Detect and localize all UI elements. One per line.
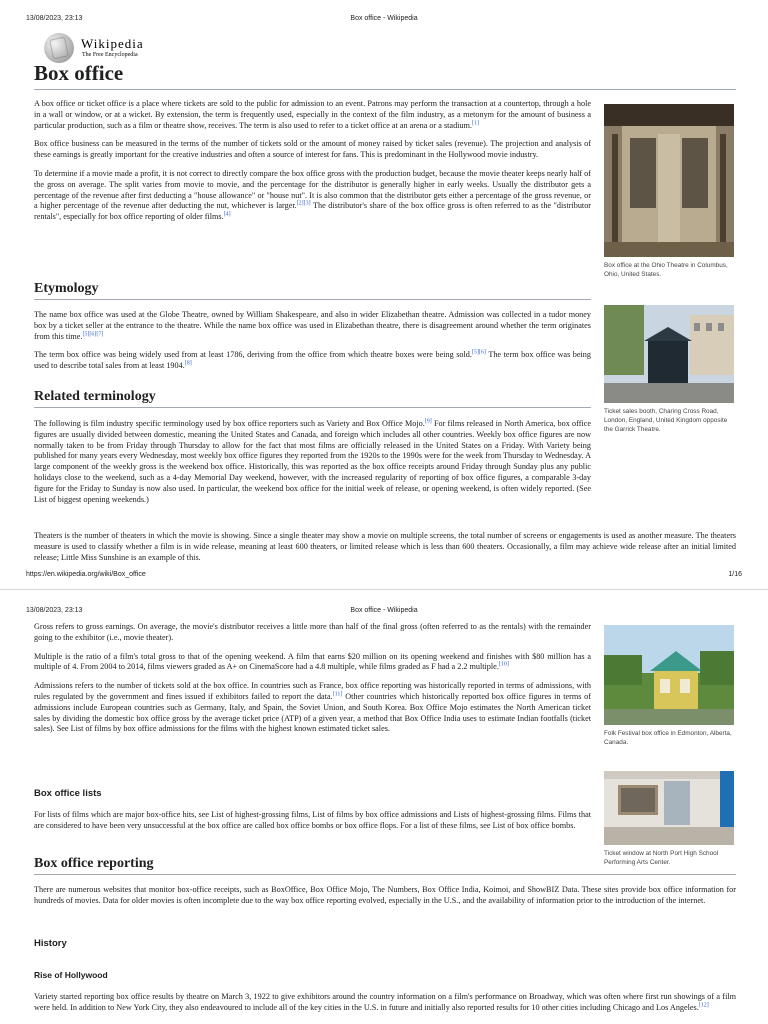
citation-link[interactable]: [1] [471,119,479,126]
edmonton-image [604,625,734,725]
multiple-paragraph: Multiple is the ratio of a film's total gross to that of the opening weekend. A film that earns $20 million on its opening weekend and finishes with $80 million has a multiple of 4. From 2004 to 2014, films viewers graded as A+ on CinemaScore had a 4.8 multiple, while films graded as F had a 2.2 multiple.[10] [34,651,591,672]
figure-caption: Ticket sales booth, Charing Cross Road, London, England, United Kingdom opposite the Garrick Theatre. [604,408,728,433]
section-heading-related-terminology: Related terminology [34,389,156,404]
section-divider [34,299,591,300]
hollywood-paragraph: Variety started reporting box office results by theatre on March 3, 1922 to give exhibitors around the country information on a film's performance on Broadway, which was often where first run showings of a film were held. In addition to New York City, they also endeavoured to include all of the key cities in the U.S. in future and initially also reported results for 10 other cities including Chicago and Los Angeles.[12] [34,992,736,1012]
admissions-paragraph: Admissions refers to the number of tickets sold at the box office. In countries such as France, box office reporting was historically reported in terms of admissions, with rules regulated by the government and fines issued if exhibitors failed to report the data.[11] Other countries which historically reported box office figures in terms of admissions include European countries such as Germany, Italy, and Spain, the Soviet Union, and South Korea. Box Office Mojo estimates the North American ticket sales by dividing the domestic box office gross by the average ticket price (ATP) of a given year, a method that Box Office India uses to estimate Indian footfalls (ticket sales). See List of films by box office admissions for the films with the highest known estimated ticket sales. [34,681,591,734]
print-url: https://en.wikipedia.org/wiki/Box_office [26,571,146,578]
figure-north-port [604,771,734,867]
print-title: Box office - Wikipedia [350,15,418,22]
etymology-paragraph-2: The term box office was being widely used from at least 1786, deriving from the office from which theatre boxes were being sold.[5][6] The term box office was being used to describe total sales from at least 1904.[8] [34,349,591,371]
intro-section [34,99,591,231]
section-heading-etymology: Etymology [34,281,99,296]
wikipedia-globe-icon [44,33,74,63]
title-divider [34,89,736,90]
terminology-continued [34,622,591,743]
print-page-number: 1/16 [728,571,742,578]
print-date: 13/08/2023, 23:13 [26,607,83,614]
section-divider [34,874,736,875]
citation-link[interactable]: [2][3] [296,200,311,207]
gross-paragraph: Gross refers to gross earnings. On average, the movie's distributor receives a little more than half of the final gross (often referred to as the rentals) with the remainder going to the exhibitor (i.e., movie theater). [34,622,591,642]
related-section-bottom [34,531,736,571]
lists-paragraph: For lists of films which are major box-office hits, see List of highest-grossing films, List of films by box office admissions and Lists of highest-grossing films. Films that are considered to have been very unsuccessful at the box office are called box office bombs or box office flops. For a list of these films, see List of box office bombs. [34,810,591,830]
wikipedia-logo[interactable] [44,33,184,63]
logo-wordmark: Wikipedia [81,36,144,51]
print-header [0,607,768,621]
folk-festival-photo[interactable] [604,625,734,725]
citation-link[interactable]: [8] [184,360,192,367]
lists-section [34,810,591,840]
ticket-window-photo[interactable] [604,771,734,845]
subsection-heading-history: History [34,938,67,949]
etymology-section [34,310,591,380]
related-paragraph-1: The following is film industry specific terminology used by box office reporters such as Variety and Box Office Mojo.[9] For films released in North America, box office figures are usually divided between domestic, meaning the United States and Canada, and foreign which includes all other countries. Weekly box office figures are now normally taken to be from Friday through Thursday to allow for the fact that most films are officially released in the United States on a Friday. With Variety being published for many years every Wednesday, most weekly box office figures they reported from the 1920s to the 1990s were for the week from Thursday to Wednesday. A large component of the weekly gross is the weekend box office. Historically, this was reported as the box office receipts around Friday through Sunday plus any public holidays close to the weekend, such as a 4-day Memorial Day weekend, however, with the increased regularity of reporting of box office figures, a comparable 3-day figure for the Friday to Sunday is now also used. In particular, the weekend box office for the initial week of release, or opening weekend, is often widely reported. (See List of biggest opening weekends.) [34,418,591,504]
north-port-image [604,771,734,845]
citation-link[interactable]: [5][6] [471,349,486,356]
figure-caption: Folk Festival box office in Edmonton, Alberta, Canada. [604,730,732,746]
section-heading-box-office-reporting: Box office reporting [34,856,154,871]
page-title: Box office [34,61,124,85]
citation-link[interactable]: [11] [332,691,343,698]
section-divider [34,407,591,408]
ticket-booth-photo[interactable] [604,305,734,403]
intro-paragraph-1: A box office or ticket office is a place where tickets are sold to the public for admission to an event. Patrons may perform the transaction at a countertop, through a hole in a wall or window, or at a wicket. By extension, the term is frequently used, especially in the context of the film industry, as a metonym for the amount of business a particular production, such as a film or theatre show, receives. The term is also used to refer to a ticket office at an arena or a stadium.[1] [34,99,591,130]
figure-charing-cross [604,305,734,434]
citation-link[interactable]: [12] [698,1002,709,1009]
citation-link[interactable]: [10] [498,661,509,668]
print-date: 13/08/2023, 23:13 [26,15,83,22]
intro-paragraph-3: To determine if a movie made a profit, it is not correct to directly compare the box office gross with the production budget, because the movie theater keeps nearly half of the gross on average. The split varies from movie to movie, and the percentage for the distributor is generally higher in early weeks. Usually the distributor gets a percentage of the revenue after first deducting a "house allowance" or "house nut". It is also common that the distributor gets either a percentage of the gross revenue, or a higher percentage of the revenue after deducting the nut, whichever is larger.[2][3] The distributor's share of the box office gross is often referred to as the "distributor rentals", especially for box office reporting of older films.[4] [34,168,592,222]
subsection-heading-box-office-lists: Box office lists [34,788,102,799]
figure-edmonton [604,625,734,747]
etymology-paragraph-1: The name box office was used at the Globe Theatre, owned by William Shakespeare, and also in wider Elizabethan theatre. Admission was collected in a tudor money box by a ticket seller at the entrance to the theatre. While the name box office was used in Elizabethan theatre, there is disagreement around whether the term originates from this time.[5][6][7] [34,310,591,341]
reporting-section [34,885,736,915]
citation-link[interactable]: [9] [424,418,432,425]
citation-link[interactable]: [4] [223,211,231,218]
print-title: Box office - Wikipedia [350,607,418,614]
page-break [0,589,768,604]
related-section-top [34,419,591,513]
charing-cross-image [604,305,734,403]
box-office-photo[interactable] [604,104,734,257]
citation-link[interactable]: [5][6][7] [82,330,104,337]
figure-caption: Box office at the Ohio Theatre in Columbus, Ohio, United States. [604,262,728,278]
figure-caption: Ticket window at North Port High School Performing Arts Center. [604,850,719,866]
figure-ohio-theatre [604,104,734,279]
reporting-paragraph: There are numerous websites that monitor box-office receipts, such as BoxOffice, Box Office Mojo, The Numbers, Box Office India, Koimoi, and ShowBIZ Data. These sites provide box office information for hundreds of movies. Data for older movies is often incomplete due to the way box office reporting evolved, especially in the U.S., and the availability of information prior to the introduction of the internet. [34,885,736,905]
logo-tagline: The Free Encyclopedia [82,52,138,58]
intro-paragraph-2: Box office business can be measured in the terms of the number of tickets sold or the amount of money raised by ticket sales (revenue). The projection and analysis of these earnings is greatly important for the creative industries and often a source of interest for fans. This is predominant in the Hollywood movie industry. [34,139,591,160]
related-paragraph-2: Theaters is the number of theaters in which the movie is showing. Since a single theater may show a movie on multiple screens, the total number of screens or engagements is used as another measure. The theaters measure is used to classify whether a film is in wide release, meaning at least 600 theaters, or limited release which is less than 600 theaters. Occasionally, a film may achieve wide release after an initial limited release; Little Miss Sunshine is an example of this. [34,531,736,562]
hollywood-section [34,992,736,1022]
ohio-theatre-image [604,104,734,257]
subsection-heading-rise-of-hollywood: Rise of Hollywood [34,970,108,980]
print-header [0,15,768,29]
